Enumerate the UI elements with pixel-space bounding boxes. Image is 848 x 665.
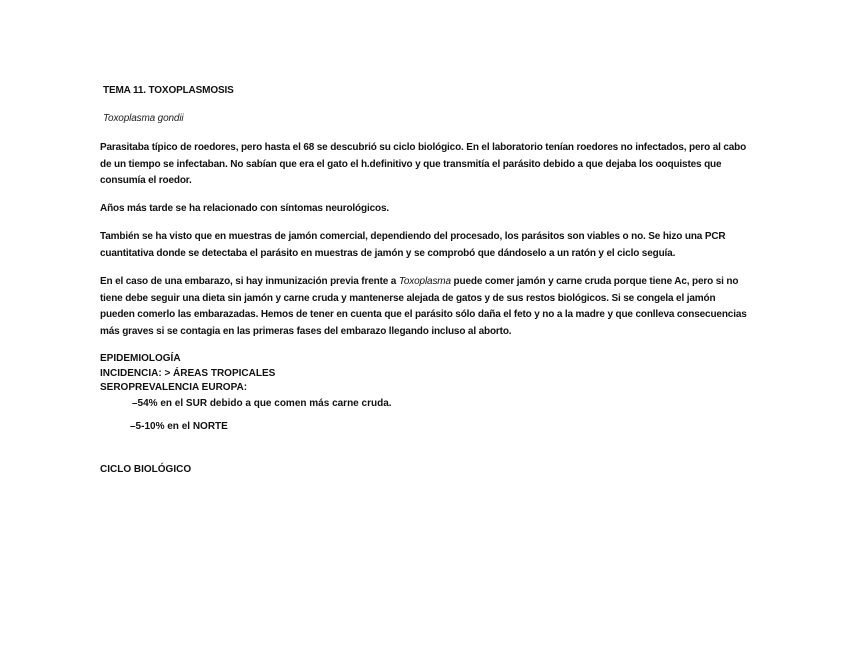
paragraph-pregnancy-start: En el caso de una embarazo, si hay inmunización previa frente a: [100, 276, 399, 287]
paragraph-pregnancy-end: puede comer jamón y carne cruda porque tiene Ac, pero si no tiene debe seguir una dieta sin jamón y carne cruda y mantenerse alejada de gatos y de sus restos biológicos. Si se congela el jamón pueden comerlo las embarazadas. Hemos de tener en cuenta que el parásito sólo daña el feto y no a la madre y que conlleva consecuencias más graves si se contagia en las primeras fases del embarazo llegando incluso al aborto.: [100, 276, 747, 337]
paragraph-symptoms: Años más tarde se ha relacionado con síntomas neurológicos.: [100, 203, 390, 214]
epidemiology-heading: EPIDEMIOLOGÍA: [100, 353, 181, 364]
species-name: Toxoplasma gondii: [103, 113, 184, 124]
document-title: TEMA 11. TOXOPLASMOSIS: [103, 85, 234, 96]
paragraph-pregnancy: [100, 274, 748, 340]
paragraph-ham: También se ha visto que en muestras de jamón comercial, dependiendo del procesado, los parásitos son viables o no. Se hizo una PCR cuantitativa donde se detectaba el parásito en muestras de jamón y se comprobó que dándoselo a un ratón y el ciclo seguía.: [100, 231, 726, 259]
seroprevalence-south: –54% en el SUR debido a que comen más carne cruda.: [132, 398, 392, 409]
paragraph-pregnancy-italic: Toxoplasma: [398, 276, 451, 287]
paragraph-history: Parasitaba típico de roedores, pero hasta el 68 se descubrió su ciclo biológico. En el laboratorio tenían roedores no infectados, pero al cabo de un tiempo se infectaban. No sabían que era el gato el h.definitivo y que transmitía el parásito debido a que dejaba los ooquistes que consumía el roedor.: [100, 142, 747, 186]
cycle-heading: CICLO BIOLÓGICO: [100, 464, 192, 475]
seroprevalence-north: –5-10% en el NORTE: [130, 421, 228, 432]
seroprevalence-line: SEROPREVALENCIA EUROPA:: [100, 382, 248, 393]
incidence-line: INCIDENCIA: > ÁREAS TROPICALES: [100, 368, 276, 379]
